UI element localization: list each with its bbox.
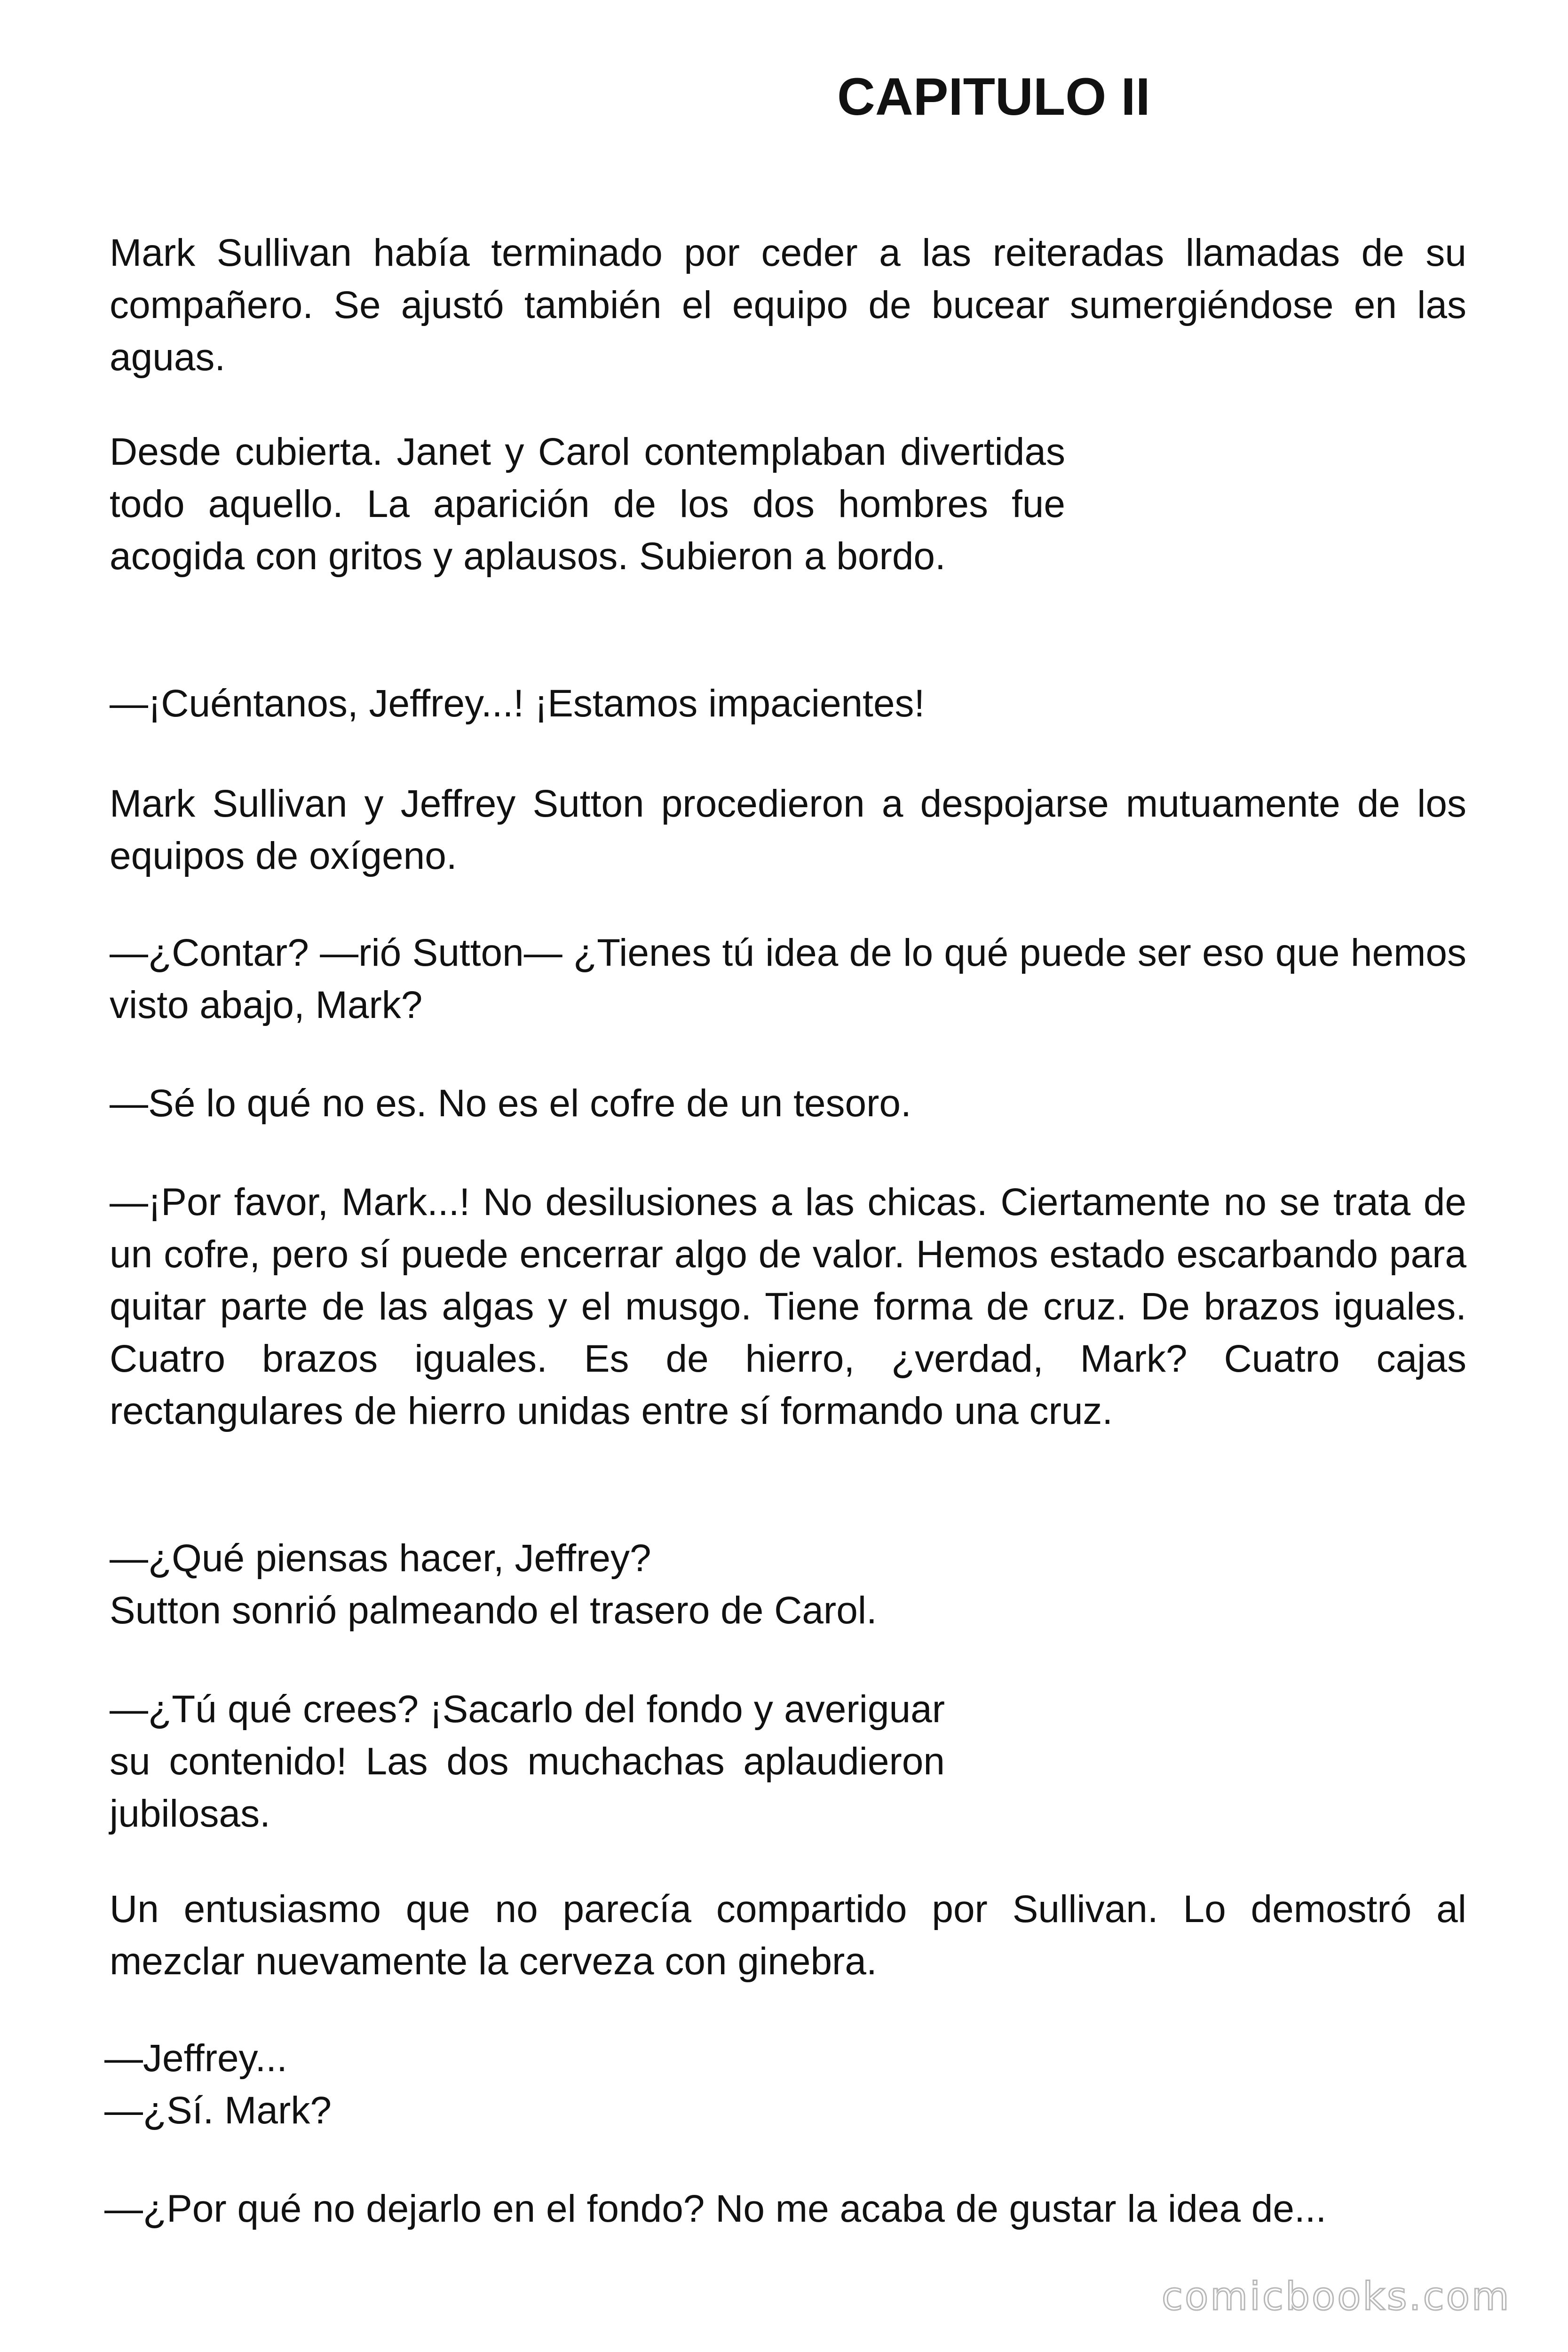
paragraph-4: Mark Sullivan y Jeffrey Sutton procedieron a despojarse mutuamente de los equipos de oxígeno. xyxy=(110,782,1466,877)
paragraph-12: —Jeffrey... xyxy=(104,2037,287,2080)
paragraph-11: Un entusiasmo que no parecía compartido por Sullivan. Lo demostró al mezclar nuevamente la cerveza con ginebra. xyxy=(110,1888,1466,1983)
paragraph-2: Desde cubierta. Janet y Carol contemplaban divertidas todo aquello. La aparición de los dos hombres fue acogida con gritos y aplausos. Subieron a bordo. xyxy=(110,430,1065,578)
paragraph-13: —¿Sí. Mark? xyxy=(104,2089,332,2132)
chapter-title: CAPITULO II xyxy=(837,67,1150,126)
paragraph-14: —¿Por qué no dejarlo en el fondo? No me acaba de gustar la idea de... xyxy=(104,2187,1327,2230)
paragraph-9: Sutton sonrió palmeando el trasero de Carol. xyxy=(110,1589,877,1632)
paragraph-1: Mark Sullivan había terminado por ceder a las reiteradas llamadas de su compañero. Se ajustó también el equipo de bucear sumergiéndose en las aguas. xyxy=(110,231,1466,379)
paragraph-8: —¿Qué piensas hacer, Jeffrey? xyxy=(110,1537,651,1580)
paragraph-7: —¡Por favor, Mark...! No desilusiones a las chicas. Ciertamente no se trata de un cofre, pero sí puede encerrar algo de valor. Hemos estado escarbando para quitar parte de las algas y el musgo. Tiene forma de cruz. De brazos iguales. Cuatro brazos iguales. Es de hierro, ¿verdad, Mark? Cuatro cajas rectangulares de hierro unidas entre sí formando una cruz. xyxy=(110,1181,1466,1432)
paragraph-6: —Sé lo qué no es. No es el cofre de un tesoro. xyxy=(110,1082,911,1125)
watermark-logo: comicbooks.com xyxy=(1162,2274,1511,2319)
paragraph-5: —¿Contar? —rió Sutton— ¿Tienes tú idea de lo qué puede ser eso que hemos visto abajo, Mark? xyxy=(110,931,1466,1026)
paragraph-10: —¿Tú qué crees? ¡Sacarlo del fondo y averiguar su contenido! Las dos muchachas aplaudieron jubilosas. xyxy=(110,1688,945,1835)
paragraph-3: —¡Cuéntanos, Jeffrey...! ¡Estamos impacientes! xyxy=(110,682,925,725)
